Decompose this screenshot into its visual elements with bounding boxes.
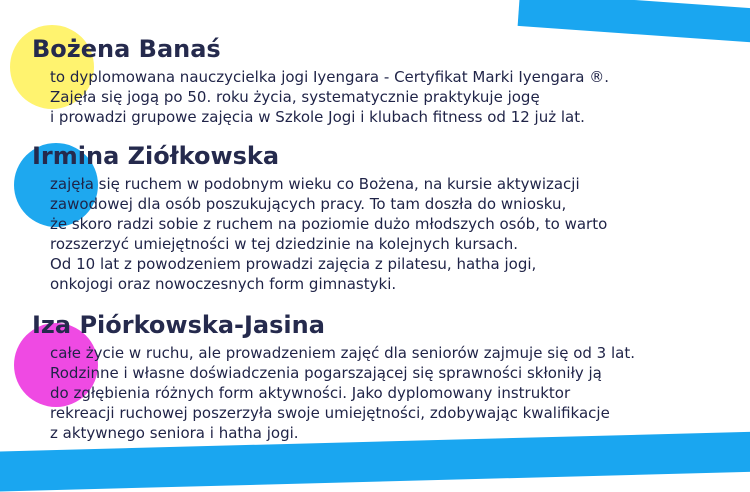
- bio-line: zajęła się ruchem w podobnym wieku co Bożena, na kursie aktywizacji: [50, 175, 580, 193]
- bio-line: onkojogi oraz nowoczesnych form gimnastyki.: [50, 275, 397, 293]
- bio-line: że skoro radzi sobie z ruchem na poziomie dużo młodszych osób, to warto: [50, 215, 608, 233]
- instructor-name: Irmina Ziółkowska: [32, 142, 280, 170]
- instructor-name: Iza Piórkowska-Jasina: [32, 311, 325, 339]
- bio-line: to dyplomowana nauczycielka jogi Iyengara - Certyfikat Marki Iyengara ®.: [50, 68, 609, 86]
- bio-line: Rodzinne i własne doświadczenia pogarszającej się sprawności skłoniły ją: [50, 364, 602, 382]
- instructor-bio: [50, 174, 607, 294]
- bio-line: rozszerzyć umiejętności w tej dziedzinie na kolejnych kursach.: [50, 235, 519, 253]
- instructor-bio: [50, 343, 635, 443]
- bio-line: i prowadzi grupowe zajęcia w Szkole Jogi i klubach fitness od 12 już lat.: [50, 108, 585, 126]
- bio-line: do zgłębienia różnych form aktywności. Jako dyplomowany instruktor: [50, 384, 571, 402]
- bio-line: rekreacji ruchowej poszerzyła swoje umiejętności, zdobywając kwalifikacje: [50, 404, 610, 422]
- bio-line: z aktywnego seniora i hatha jogi.: [50, 424, 299, 442]
- bio-line: całe życie w ruchu, ale prowadzeniem zajęć dla seniorów zajmuje się od 3 lat.: [50, 344, 635, 362]
- instructor-bio: [50, 67, 609, 127]
- bio-line: Zajęła się jogą po 50. roku życia, systematycznie praktykuje jogę: [50, 88, 540, 106]
- bio-line: Od 10 lat z powodzeniem prowadzi zajęcia z pilatesu, hatha jogi,: [50, 255, 537, 273]
- instructor-name: Bożena Banaś: [32, 35, 221, 63]
- bio-line: zawodowej dla osób poszukujących pracy. To tam doszła do wniosku,: [50, 195, 567, 213]
